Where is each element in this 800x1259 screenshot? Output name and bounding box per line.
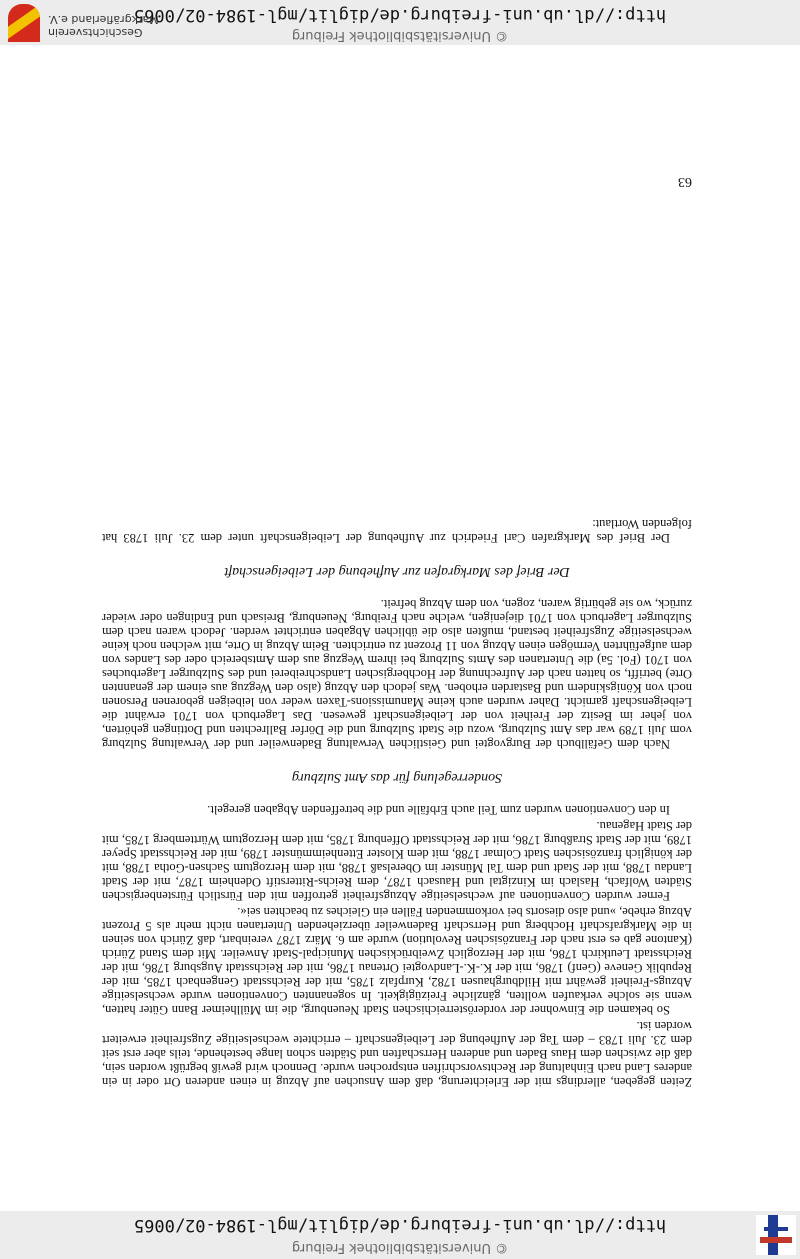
viewer-header xyxy=(0,1211,800,1259)
viewer-footer xyxy=(0,0,800,45)
paragraph-6: Der Brief des Markgrafen Carl Friedrich zur Aufhebung der Leibeigenschaft unter dem 23. Juli 1783 hat folgenden Wortlaut: xyxy=(102,517,692,545)
section-heading-brief: Der Brief des Markgrafen zur Aufhebung der Leibeigenschaft xyxy=(224,564,570,579)
document-url[interactable]: http://dl.ub.uni-freiburg.de/diglit/mgl-1984-02/0065 xyxy=(133,1215,667,1235)
section-heading-sulzburg: Sonderregelung für das Amt Sulzburg xyxy=(291,770,503,785)
document-url-footer[interactable]: http://dl.ub.uni-freiburg.de/diglit/mgl-1984-02/0065 xyxy=(133,5,667,25)
copyright-notice-footer: © Universitätsbibliothek Freiburg xyxy=(291,28,509,43)
society-line-2: Markgräflerland e.V. xyxy=(48,13,159,26)
coat-of-arms-icon xyxy=(6,2,42,42)
document-page xyxy=(102,517,692,1089)
paragraph-5: Nach dem Gefällbuch der Burgvogtei und Geistlichen Verwaltung Badenweiler und der Verwaltung Sulzburg vom Juli 1789 war das Amt Sulzburg, wozu die Stadt Sulzburg und die Dörfer Ballrechten und Dottingen gehörten, von jeher im Besitz der Freiheit von der Leibeigenschaft gewesen. Das Lagerbuch von 1701 erwähnt die Leibeigenschaft garnicht. Daher wurden auch keine Manumissions-Taxen weder von leibeigen geborenen Personen noch von Königskindern und Bastarden erhoben. Was jedoch den Abzug (also den Wegzug aus einem der genannten Orte) betrifft, so hatten nach der Aufrechnung der Hochbergischen Landschreiberei und des Sulzburger Lagerbuches von 1701 (Fol. 5a) die Untertanen des Amts Sulzburg bei ihrem Wegzug aus dem Amtsbereich oder des Landes von dem aufgeführten Vermögen einen Abzug von 11 Prozent zu entrichten. Beim Abzug in Orte, mit welchen noch keine wechselseitige Zugsfreiheit bestand, mußten also die üblichen Abgaben entrichtet werden. Jedoch waren nach dem Sulzburger Lagerbuch von 1701 diejenigen, welche nach Freiburg, Neuenburg, Breisach und Endingen oder wieder zurück, wo sie gebürtig waren, zogen, von dem Abzug befreit. xyxy=(102,597,692,751)
paragraph-2: So bekamen die Einwohner der vorderösterreichischen Stadt Neuenburg, die im Müllheimer Bann Güter hatten, wenn sie solche verkaufen wollten, gänzliche Freizügigkeit. In sogenannten Conventionen wurde wechselseitige Abzugs-Freiheit gewährt mit Hildburghausen 1782, Kurpfalz 1785, mit der Reichsstadt Gengenbach 1785, mit der Republik Geneve (Genf) 1786, mit der K.-K.-Landvogtei Ortenau 1786, mit der Reichsstadt Augsburg 1786, mit der Reichsstadt Leutkirch 1786, mit der Herzoglich Zweibrückischen Municipal-Stadt Anweiler. Mit dem Stand Zürich (Kantone gab es erst nach der Französischen Revolution) wurde am 6. März 1787 vereinbart, daß Zürich von seinen in die Markgrafschaft Hochberg und Herrschaft Badenweiler überziehenden Untertanen nicht mehr als 5 Prozent Abzug erhebe, »und also diesorts bei vorkommenden Fällen ein Gleiches zu beachten sei«. xyxy=(102,905,692,1017)
copyright-notice: © Universitätsbibliothek Freiburg xyxy=(291,1240,509,1255)
society-name xyxy=(48,13,159,39)
paragraph-1: Zeiten gegeben, allerdings mit der Erleichterung, daß dem Ansuchen auf Abzug in einen anderen Ort oder in ein anderes Land nach Einhaltung der Rechtsvorschriften entsprochen wurde. Dennoch wird gewiß begrüßt worden sein, daß die zwischen dem Haus Baden und anderen Herrschaften und Städten schon lange bestehende, teils aber erst seit dem 23. Juli 1783 – dem Tag der Aufhebung der Leibeigenschaft – errichtete wechselseitige Zugsfreiheit erweitert worden ist. xyxy=(102,1019,692,1089)
paragraph-4: In den Conventionen wurden zum Teil auch Erbfälle und die betreffenden Abgaben geregelt. xyxy=(207,803,670,817)
page-number: 63 xyxy=(678,174,692,189)
paragraph-3: Ferner wurden Conventionen auf wechselseitige Abzugsfreiheit getroffen mit den Fürstlich Fürstenbergischen Städten Wolfach, Haslach im Kinzigtal und Hausach 1787, dem Reichs-Ritterstift Odenheim 1787, mit der Stadt Landau 1788, mit der Stadt und dem Tal Münster im Oberelsaß 1788, mit dem Herzogtum Sachsen-Gotha 1788, mit der königlich französischen Stadt Colmar 1788, mit dem Kloster Ettenheimmünster 1789, mit der Reichsstadt Speyer 1789, mit der Stadt Straßburg 1786, mit der Reichsstadt Offenburg 1785, mit dem Herzogtum Württemberg 1785, mit der Stadt Hagenau. xyxy=(102,819,692,903)
society-line-1: Geschichtsverein xyxy=(48,26,143,39)
